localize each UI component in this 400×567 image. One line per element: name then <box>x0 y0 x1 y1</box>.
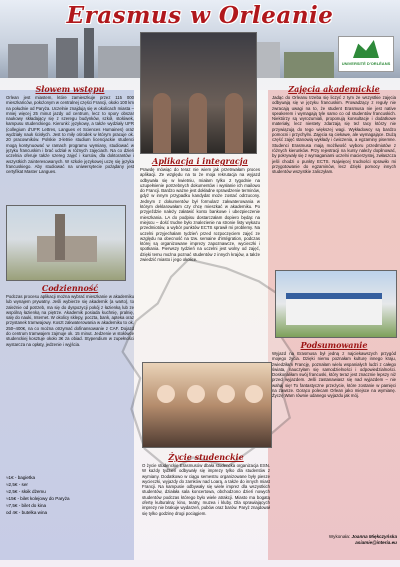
section-heading-codziennosc: Codzienność <box>41 283 99 293</box>
section-text-zycie: O życie studenckie Erasmusów dbała studencka organizacja ESN. W każdy tydzień odbywały się imprezy tylko dla studentów z wymiany. Dodatkowo w ciągu semestru organizowane były piesze wycieczki, wyjazdy do zamków nad Loarą, a także do innych miast Francji. Na kampusie odbywały się wiele imprez dla wszystkich studentów, działała sala koncertowa, obchodzono dzień nowych studentów podczas którego było wiele atrakcji. Miasto ma bogatą ofertę kulturalną: kino, teatry, muzea i kluby. Dla sprawiających imprezy nie brakuje wydarzeń, pubów oraz barów. Paryż znajdował się tylko godzinę drogi pociągiem. <box>142 463 270 516</box>
section-text-codziennosc: Podczas procesu aplikacji można wybrać mieszkanie w akademiku lub wynajem prywatny. Jeśli wybierze się akademik (a warto), to zależnie od potrzeb, ma się do dyspozycji pokój z łazienką lub ze wspólną łazienką na piętrze. Akademik posiada kuchnię, pralnię, salę do nauki, Internet. W okolicy sklepy, poczta, bank, apteka oraz przystanek tramwajowy. Koszt zakwaterowania w akademiku to ok. 250–400€, na co można otrzymać dofinansowanie z CAF. Dojazd do centrum tramwajem zajmuje ok. 15 minut. Jedzenie w stołówce studenckiej kosztuje około 3€ za obiad. Stypendium w zupełności wystarcza na opłaty, jedzenie i wyjścia. <box>6 294 134 347</box>
interior-photo <box>140 32 257 154</box>
section-text-aplikacja: Prawdę mówiąc do teraz nie wiem jak przetrwałam proces aplikacji. Ze względu na to że moja rekrutacja na wyjazd odbywała się w kwietniu, miałam tylko 2 tygodnie na uzupełnienie potrzebnych dokumentów i wysłanie ich mailowo do Francji. Bardzo ważne jest dokładne sprawdzenie terminów, gdyż w innym przypadku kandydat może zostać odrzucony. Jednym z dokumentów był formularz zakwaterowania w którym deklarowałam czy chcę mieszkać w akademiku. Po przyjeździe należy załatwić konto bankowe i ubezpieczenie mieszkania. LA do podpisu dostarczałam dopiero będąc na miejscu – dość trudne było znalezienie na stronie listy wykazu przedmiotów, a wybór punktów ECTS sprawił mi problemy. Na uczelni przyjechałam tydzień przed rozpoczęciem zajęć ze względu na obecność na tzw. semaine d'intégration, podczas której są organizowane imprezy zapoznawcze, wycieczki i spotkania. Pierwszy tydzień na uczelni jest wolny od zajęć, dzięki temu można poznać studentów z innych krajów, a także zwiedzić miasto i jego okolice. <box>140 167 260 263</box>
list-item: ≈1€ - bagietka <box>6 475 36 480</box>
section-heading-podsumowanie: Podsumowanie <box>300 340 368 350</box>
university-logo <box>338 36 394 72</box>
list-item: ≈7,5€ - bilet do kina <box>6 503 47 508</box>
author-label: Wykonała: <box>328 534 351 539</box>
students-photo <box>142 362 272 448</box>
list-item: ≈2,5€ - słoik dżemu <box>6 489 46 494</box>
list-item: ≈15€ - bilet kolejowy do Paryża <box>6 496 70 501</box>
section-heading-zycie: Życie studenckie <box>168 452 244 462</box>
author-name: Joanna Miękczyńska <box>351 534 397 539</box>
university-logo-text: UNIVERSITÉ D'ORLÉANS <box>341 61 391 66</box>
section-heading-aplikacja: Aplikacja i integracja <box>152 156 248 166</box>
section-text-zajecia: Jadąc do Orleanu trzeba się liczyć z tym że wszystkie zajęcia odbywają się w języku francuskim. Prowadzący z reguły nie zwracają uwagi na to, że student Erasmusa nie jest native speakerem i wymagają tyle samo co od studentów francuskich. Niektórzy są wyrozumiali, proponują konsultacje i dodatkowe materiały, lecz niestety zdarzają się też tacy którzy nie przywiązują do tego większej wagi. Wykładowcy są bardzo pomocni i przychylni. Zajęcia są ciekawe, ale wymagające. Dużą część zajęć stanowią wykłady i ćwiczenia, a egzaminy pisemne. Studenci Erasmusa mają możliwość wyboru przedmiotów z różnych kierunków. Przy rejestracji na kursy należy dopilnować, by pokrywały się z wymaganiami uczelni macierzystej, zwłaszcza jeśli chodzi o punkty ECTS. Najwięcej trudności sprawiło mi przygotowanie do egzaminów, lecz dzięki pomocy innych studentów wszystkie zaliczyłam. <box>272 95 396 175</box>
section-heading-zajecia: Zajęcia akademickie <box>288 84 380 94</box>
list-item: od 4€ - butelka wina <box>6 510 48 515</box>
cathedral-photo <box>6 205 126 281</box>
section-heading-wstep: Słowem wstępu <box>35 84 105 94</box>
university-logo-icon <box>353 40 379 58</box>
poster-title: Erasmus w Orleanie <box>66 2 334 29</box>
section-text-podsumowanie: Wyjazd na Erasmusa był jedną z najciekawszych przygód mojego życia. Dzięki niemu poznałam kulturę innego kraju, zwiedziłam Francję, poznałam wielu wspaniałych ludzi z całego świata, nauczyłam się samodzielności i odpowiedzialności. Doskonaliłam swój francuski, który teraz jest znacznie lepszy niż przed wyjazdem. Jeśli zastanawiasz się nad wyjazdem – nie wahaj się! To fantastyczne przeżycie, które zostanie w pamięci na zawsze. Gorąco polecam Orlean jako miejsce na wymianę. Życzę Wam równie udanego wyjazdu jak mój. <box>272 351 396 399</box>
campus-photo <box>275 270 397 338</box>
author-credit <box>297 534 397 546</box>
price-list <box>6 474 134 516</box>
author-email: asiamie@interia.eu <box>355 540 397 545</box>
list-item: ≈2,5€ - ser <box>6 482 28 487</box>
section-text-wstep: Orlean jest miastem, które zamieszkuje przez 115 000 mieszkańców, położonym w centralnej części Francji, około 100 km na południe od Paryża. Uczelnie znajdują się w okolicach miasta – mniej więcej 25 minut jazdy od centrum, lecz to spory obszar naukowy składający się z szeregu budynków, szkół, stołówek, kampusu studenckiego. Kierunki: językowy, a także wydziały UFR (collegium d'UFR Lettres, Langues et Sciences Humaines) oraz wydziały nauk ścisłych. Jest to miły ośrodek w którym pracuje ok. 20 pracowników. Polskie 3-letnie studium licencjackie studenci mogą kontynuować w ramach programu wymiany, studiować w języku francuskim i brać udział w różnych zajęciach. Na co dzień uczelnia oferuje także szereg zajęć i kursów, dla doktorantów i wszystkich zainteresowanych. W szkole językowej uczę się języka francuskiego. Aby studiować na uniwersytecie pożądany jest certyfikat Master Langues. <box>6 95 134 175</box>
